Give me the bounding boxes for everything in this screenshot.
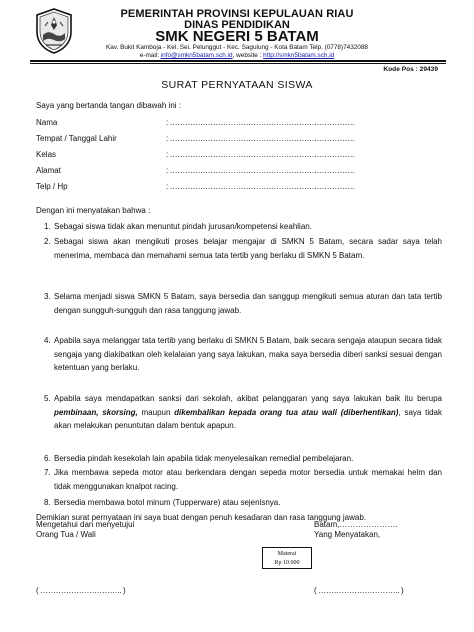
header-divider-thin xyxy=(30,63,446,64)
statement-item: Bersedia pindah kesekolah lain apabila tidak menyelesaikan remedial pembelajaran. xyxy=(54,454,354,463)
statement-item: Sebagai siswa tidak akan menuntut pindah jurusan/kompetensi keahlian. xyxy=(54,222,312,231)
header-school-name: SMK NEGERI 5 BATAM xyxy=(155,28,319,45)
header-divider-thick xyxy=(30,60,446,62)
field-label-address: Alamat xyxy=(36,166,61,175)
statement-item: Bersedia membawa botol minum (Tupperware) atau sejenisnya. xyxy=(54,498,281,507)
website-label: , website : xyxy=(232,52,264,59)
item-number: 6. xyxy=(44,454,51,463)
field-value-name[interactable]: : ………………………………………………………………. xyxy=(166,118,354,127)
item-number: 7. xyxy=(44,468,51,477)
statement-item: Selama menjadi siswa SMKN 5 Batam, saya bersedia dan sanggup mengikuti semua aturan dan tata tertib dengan sungguh-sungguh dan rasa tanggung jawab. xyxy=(54,292,442,315)
item-text: , saya tidak akan melakukan penuntutan dalam bentuk apapun. xyxy=(54,407,442,431)
left-signature-line2: Orang Tua / Wali xyxy=(36,530,96,539)
field-value-birth[interactable]: : ………………………………………………………………. xyxy=(166,134,354,143)
header-address: Kav. Bukit Kamboja - Kel. Sei. Pelunggut - Kec. Sagulung - Kota Batam Telp. (0778)7432088 xyxy=(106,44,368,51)
item-number: 5. xyxy=(44,394,51,403)
website-link[interactable]: http://smkn5batam.sch.id xyxy=(263,52,335,59)
item-number: 2. xyxy=(44,237,51,246)
email-link[interactable]: info@smkn5batam.sch.id xyxy=(160,52,233,59)
field-value-class[interactable]: : ………………………………………………………………. xyxy=(166,150,354,159)
field-label-phone: Telp / Hp xyxy=(36,182,68,191)
header-department: DINAS PENDIDIKAN xyxy=(184,19,290,31)
statement-item xyxy=(54,392,442,433)
stamp-duty-amount: Rp 10.000 xyxy=(274,560,300,566)
document-title: SURAT PERNYATAAN SISWA xyxy=(161,79,313,91)
right-signature-line1: Batam,…………………. xyxy=(314,520,398,529)
header-government: PEMERINTAH PROVINSI KEPULAUAN RIAU xyxy=(120,8,354,20)
field-label-birth: Tempat / Tanggal Lahir xyxy=(36,134,117,143)
closing-statement: Demikian surat pernyataan ini saya buat dengan penuh kesadaran dan rasa tanggung jawab. xyxy=(36,513,367,522)
item-emphasis: pembinaan, skorsing, xyxy=(54,407,138,417)
item-number: 8. xyxy=(44,498,51,507)
intro-text: Saya yang bertanda tangan dibawah ini : xyxy=(36,101,181,110)
postal-code: Kode Pos : 29439 xyxy=(383,66,438,73)
left-signature-name: ( ………………………….. ) xyxy=(36,586,126,595)
item-number: 1. xyxy=(44,222,51,231)
statement-item: Sebagai siswa akan mengikuti proses belajar mengajar di SMKN 5 Batam, secara sadar saya telah menerima, membaca dan memahami semua tata tertib yang berlaku di SMKN 5 Batam. xyxy=(54,237,442,260)
header-contact xyxy=(0,52,474,59)
email-label: e-mail: xyxy=(139,52,161,59)
stamp-duty-label: Materai xyxy=(277,551,297,557)
field-label-class: Kelas xyxy=(36,150,57,159)
item-number: 4. xyxy=(44,336,51,345)
item-text: maupun xyxy=(137,407,175,417)
stamp-duty-box xyxy=(262,547,312,569)
item-number: 3. xyxy=(44,292,51,301)
field-label-name: Nama xyxy=(36,118,58,127)
statement-intro: Dengan ini menyatakan bahwa : xyxy=(36,206,151,215)
field-value-address[interactable]: : ………………………………………………………………. xyxy=(166,166,354,175)
right-signature-name: ( ………………………….. ) xyxy=(314,586,404,595)
left-signature-line1: Mengetahui dan menyetujui xyxy=(36,520,135,529)
item-emphasis: dikembalikan kepada orang tua atau wali (diberhentikan) xyxy=(174,407,399,417)
statement-item: Apabila saya melanggar tata tertib yang berlaku di SMKN 5 Batam, baik secara sengaja ataupun secara tidak sengaja yang diakibatkan oleh kelalaian yang saya lakukan, maka saya bersedia diberi sanksi sesuai dengan ketentuan yang berlaku. xyxy=(54,336,442,373)
field-value-phone[interactable]: : ………………………………………………………………. xyxy=(166,182,354,191)
right-signature-line2: Yang Menyatakan, xyxy=(314,530,381,539)
statement-item: Jika membawa sepeda motor atau berkendara dengan sepeda motor bersedia untuk memakai helm dan tidak menggunakan knalpot racing. xyxy=(54,468,442,491)
item-text: Apabila saya mendapatkan sanksi dari sekolah, akibat pelanggaran yang saya lakukan baik itu berupa xyxy=(54,394,442,403)
